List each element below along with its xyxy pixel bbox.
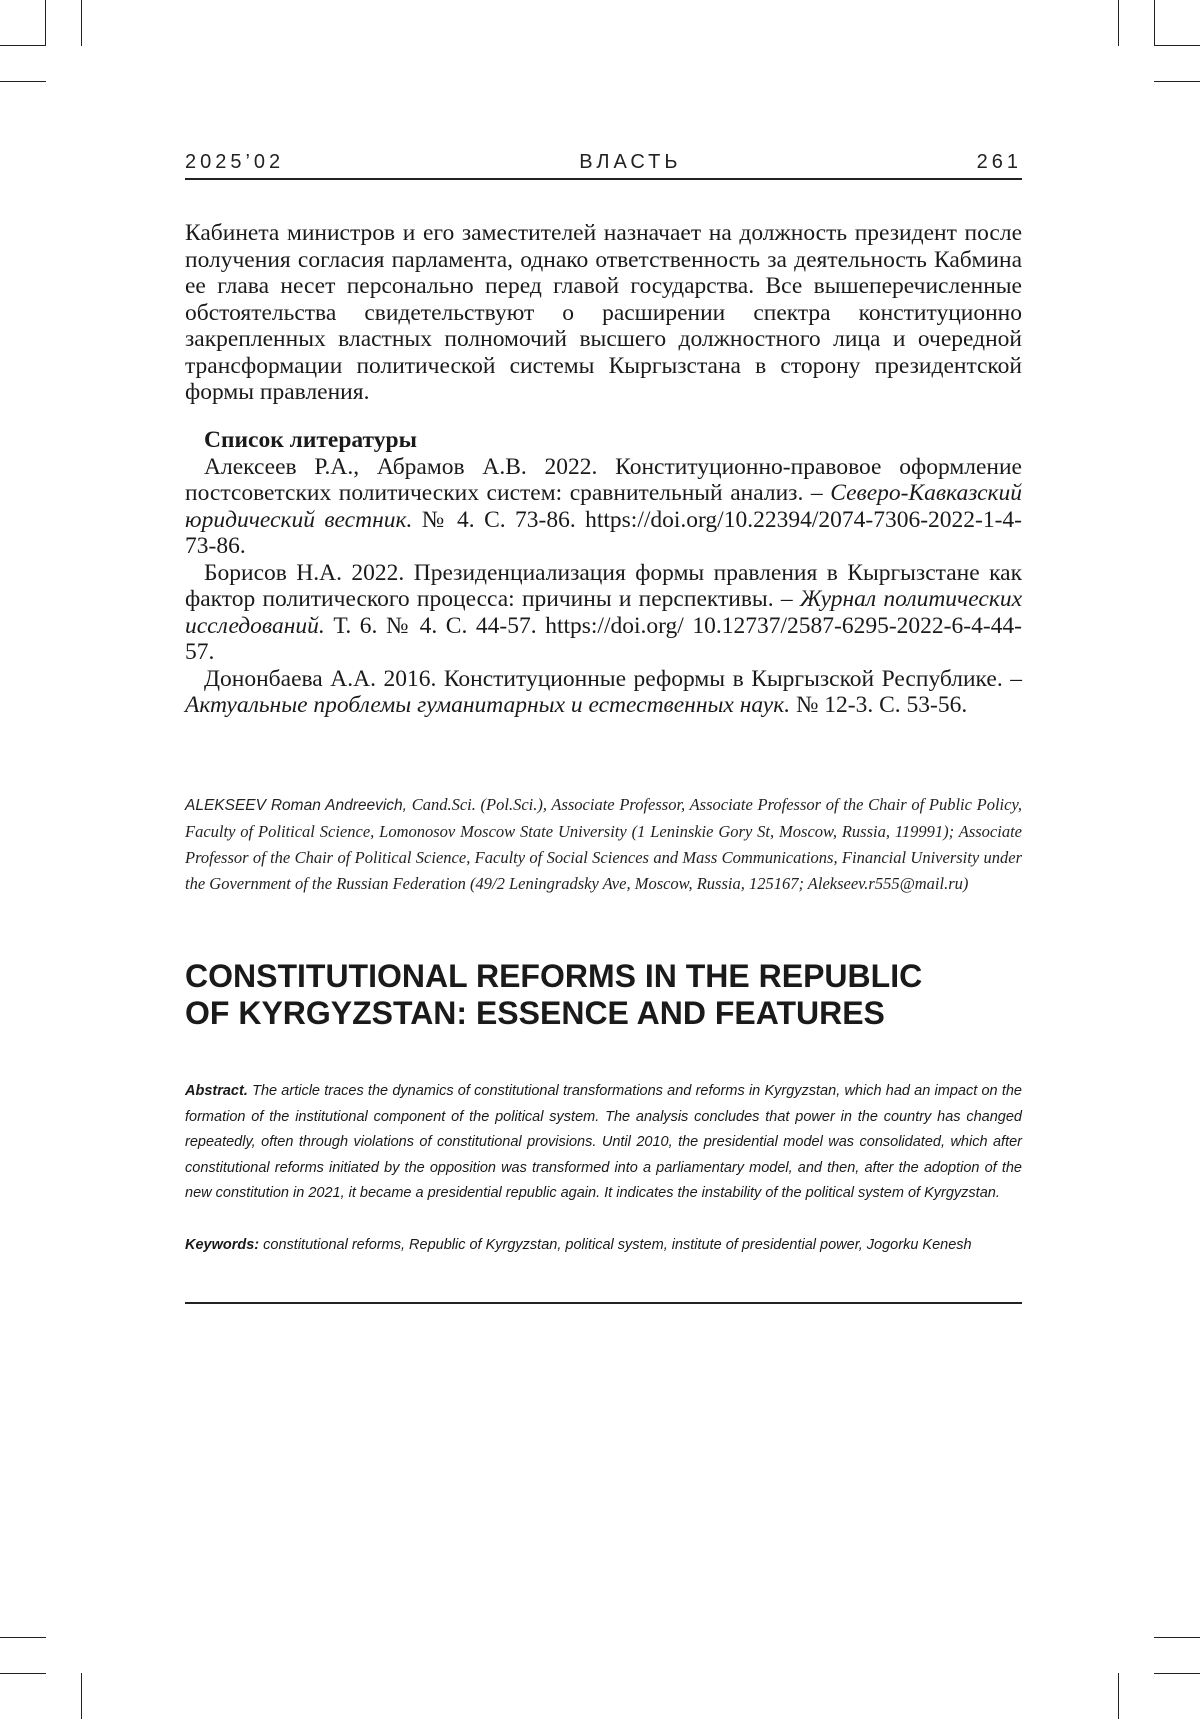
reference-source: Северо-Кавказский юридический вестник.	[185, 480, 1022, 533]
reference-item: Алексеев Р.А., Абрамов А.В. 2022. Конституционно-правовое оформле­ние постсоветских политических систем: сравнительный анализ. – Северо-Кавказский юридический вестник. № 4. С. 73-86. https://doi.org/10.22394/2074-7306-2022-1-4-73-86.	[185, 454, 1022, 560]
reference-item: Борисов Н.А. 2022. Президенциализация формы правления в Кыргызстане как фактор политического процесса: причины и перспективы. – Журнал политических исследований. Т. 6. № 4. С. 44-57. https://doi.org/ 10.12737/2587-6295-2022-6-4-44-57.	[185, 560, 1022, 666]
crop-mark	[1154, 45, 1200, 46]
crop-mark	[1118, 1673, 1119, 1719]
crop-mark	[1154, 0, 1155, 46]
author-details: Cand.Sci. (Pol.Sci.), Associate Professor, Associate Professor of the Chair of Public Policy, Faculty of Political Science, Lomonosov Moscow State University (1 Leninskie Gory St, Moscow, Russia, 119991); Associate Professor of the Chair of Political Science, Faculty of Social Sciences and Mass Communications, Financial University under the Government of the Russian Federation (49/2 Leningradsky Ave, Moscow, Russia, 125167; Alekseev.r555@mail.ru)	[185, 795, 1022, 893]
abstract-label: Abstract.	[185, 1083, 248, 1099]
keywords-text: constitutional reforms, Republic of Kyrgyzstan, political system, institute of presidential power, Jogorku Kenesh	[259, 1237, 971, 1253]
crop-mark	[81, 0, 82, 46]
reference-source: Актуальные проблемы гуманитарных и естественных наук.	[185, 692, 790, 718]
author-info	[185, 792, 1022, 897]
crop-mark	[0, 1637, 46, 1638]
section-divider	[185, 1302, 1022, 1304]
references-section	[185, 427, 1022, 719]
reference-item: Дононбаева А.А. 2016. Конституционные реформы в Кыргызской Республике. – Актуальные проблемы гуманитарных и естественных наук. № 12-3. С. 53-56.	[185, 666, 1022, 719]
crop-mark	[1118, 0, 1119, 46]
body-paragraph: Кабинета министров и его заместителей назначает на должность президент после получения согласия парламента, однако ответственность за деятель­ность Кабмина ее глава несет персонально перед главой государства. Все вышеперечисленные обстоятельства свидетельствуют о расширении спектра конституционно закрепленных властных полномочий высшего должност­ного лица и очередной трансформации политической системы Кыргызстана в сторону президентской формы правления.	[185, 220, 1022, 406]
crop-mark	[1154, 1637, 1200, 1638]
article-title-line-1: CONSTITUTIONAL REFORMS IN THE REPUBLIC	[185, 958, 922, 994]
author-name: ALEKSEEV Roman Andreevich,	[185, 797, 407, 814]
crop-mark	[0, 81, 46, 82]
references-title: Список литературы	[185, 427, 1022, 454]
crop-mark	[1154, 1673, 1200, 1674]
issue-number: 2025’02	[185, 150, 284, 174]
crop-mark	[45, 0, 46, 46]
reference-source: Журнал политических исследований.	[185, 586, 1022, 639]
crop-mark	[81, 1673, 82, 1719]
journal-name: ВЛАСТЬ	[579, 150, 681, 174]
article-title	[185, 958, 1022, 1032]
crop-mark	[1154, 81, 1200, 82]
abstract	[185, 1079, 1022, 1207]
crop-mark	[0, 45, 46, 46]
article-title-line-2: OF KYRGYZSTAN: ESSENCE AND FEATURES	[185, 995, 885, 1031]
page-number: 261	[977, 150, 1022, 174]
abstract-text: The article traces the dynamics of constitutional transformations and reforms in Kyrgyzstan, which had an impact on the formation of the institutional component of the political system. The analysis concludes that power in the country has changed repeatedly, often through violations of constitutional provisions. Until 2010, the presidential model was consolidated, which after constitutional reforms initiated by the opposition was transformed into a parliamentary model, and then, after the adoption of the new constitution in 2021, it became a presidential republic again. It indicates the instability of the political system of Kyrgyzstan.	[185, 1083, 1022, 1201]
crop-mark	[0, 1673, 46, 1674]
keywords	[185, 1233, 1022, 1259]
keywords-label: Keywords:	[185, 1237, 259, 1253]
running-header	[185, 150, 1022, 180]
